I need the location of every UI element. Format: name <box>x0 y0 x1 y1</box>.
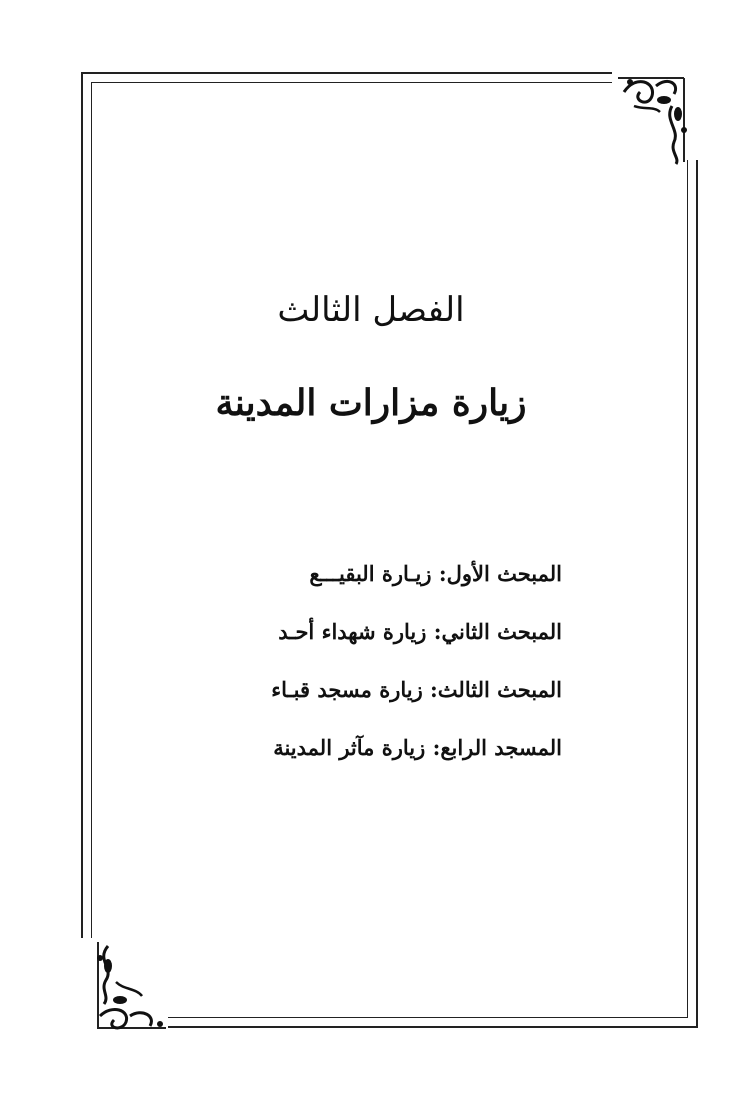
section-item: المبحث الأول: زيـارة البقيـــع <box>309 561 562 586</box>
floral-ornament-top-right <box>614 70 698 170</box>
page-border-inner <box>91 82 688 1018</box>
section-item: المبحث الثالث: زيارة مسجد قبـاء <box>271 677 562 702</box>
floral-ornament-bottom-left <box>86 938 170 1038</box>
chapter-title: الفصل الثالث <box>277 290 465 330</box>
section-item: المسجد الرابع: زيارة مآثر المدينة <box>273 735 562 760</box>
section-list <box>271 560 562 792</box>
chapter-subtitle: زيارة مزارات المدينة <box>215 382 527 424</box>
section-item: المبحث الثاني: زيارة شهداء أحـد <box>278 619 562 644</box>
